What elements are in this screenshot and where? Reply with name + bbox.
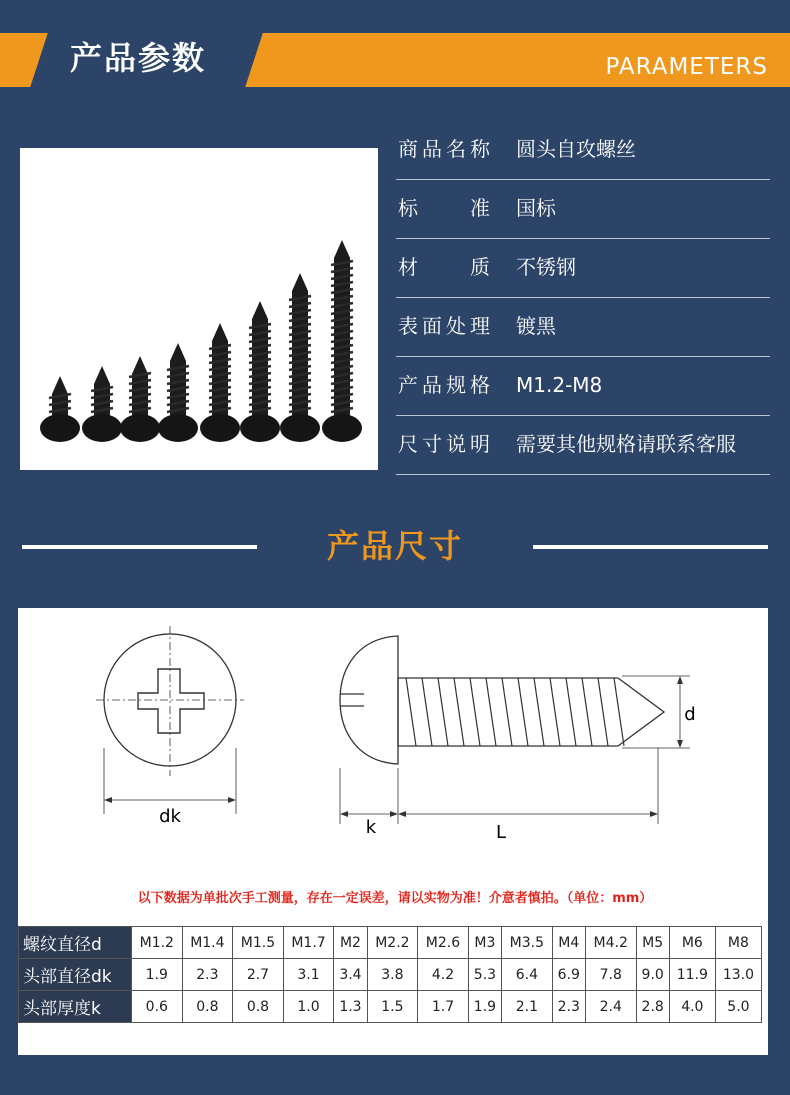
table-cell: M3 <box>468 927 501 959</box>
row-header: 螺纹直径d <box>19 927 132 959</box>
section-title: 产品尺寸 <box>326 527 463 565</box>
spec-value: M1.2-M8 <box>516 373 603 397</box>
table-cell: 6.4 <box>502 959 553 991</box>
thread-line <box>438 678 448 746</box>
table-cell: 4.2 <box>418 959 469 991</box>
table-cell: M2.2 <box>367 927 418 959</box>
table-cell: 1.7 <box>418 991 469 1023</box>
thread-line <box>582 678 592 746</box>
dk-label: dk <box>159 806 181 827</box>
spec-key: 商品名称 <box>398 137 490 161</box>
screw-head <box>280 414 320 442</box>
table-cell: 3.8 <box>367 959 418 991</box>
dimension-table <box>18 926 762 1023</box>
table-cell: 2.7 <box>233 959 284 991</box>
spec-row-name <box>396 120 770 180</box>
thread-line <box>598 678 608 746</box>
table-cell: M1.7 <box>283 927 334 959</box>
row-header: 头部直径dk <box>19 959 132 991</box>
table-cell: M5 <box>636 927 669 959</box>
table-cell: 1.5 <box>367 991 418 1023</box>
table-row <box>19 991 762 1023</box>
table-row <box>19 959 762 991</box>
table-cell: M1.4 <box>182 927 233 959</box>
table-cell: 2.3 <box>182 959 233 991</box>
l-label: L <box>495 822 507 843</box>
spec-key: 尺寸说明 <box>398 432 490 456</box>
table-cell: M2 <box>334 927 367 959</box>
spec-value: 需要其他规格请联系客服 <box>516 432 736 456</box>
thread-line <box>614 678 624 746</box>
table-cell: 1.9 <box>468 991 501 1023</box>
thread-line <box>406 678 416 746</box>
table-cell: 2.3 <box>552 991 585 1023</box>
table-cell: 2.1 <box>502 991 553 1023</box>
table-cell: M2.6 <box>418 927 469 959</box>
screw-shaft <box>252 301 268 416</box>
page-subtitle: PARAMETERS <box>605 54 768 80</box>
thread-line <box>534 678 544 746</box>
table-cell: 9.0 <box>636 959 669 991</box>
table-cell: 0.8 <box>182 991 233 1023</box>
table-cell: M8 <box>715 927 761 959</box>
table-cell: 4.0 <box>669 991 715 1023</box>
table-cell: 13.0 <box>715 959 761 991</box>
thread-line <box>470 678 480 746</box>
spec-key: 材质 <box>398 255 490 279</box>
spec-value: 国标 <box>516 196 556 220</box>
screw-head <box>200 414 240 442</box>
spec-row-finish <box>396 297 770 357</box>
screw-head <box>240 414 280 442</box>
spec-key: 标准 <box>398 196 490 220</box>
table-cell: M1.2 <box>132 927 183 959</box>
table-cell: 6.9 <box>552 959 585 991</box>
thread-line <box>518 678 528 746</box>
spec-row-size <box>396 356 770 416</box>
table-cell: M3.5 <box>502 927 553 959</box>
spec-value: 圆头自攻螺丝 <box>516 137 636 161</box>
screw-head <box>120 414 160 442</box>
table-cell: 1.9 <box>132 959 183 991</box>
table-cell: M1.5 <box>233 927 284 959</box>
table-cell: 11.9 <box>669 959 715 991</box>
table-cell: 2.8 <box>636 991 669 1023</box>
table-cell: 7.8 <box>585 959 636 991</box>
screw-head <box>158 414 198 442</box>
table-cell: 5.3 <box>468 959 501 991</box>
spec-key: 表面处理 <box>398 314 490 338</box>
table-cell: 0.6 <box>132 991 183 1023</box>
table-cell: M6 <box>669 927 715 959</box>
table-cell: M4.2 <box>585 927 636 959</box>
screws-image <box>20 148 378 470</box>
spec-row-standard <box>396 179 770 239</box>
measurement-note: 以下数据为单批次手工测量，存在一定误差，请以实物为准！介意者慎拍。（单位：mm） <box>137 891 653 906</box>
page-title: 产品参数 <box>70 39 207 77</box>
screw-head <box>322 414 362 442</box>
table-cell: 0.8 <box>233 991 284 1023</box>
spec-row-material <box>396 238 770 298</box>
dimension-diagram <box>18 608 768 868</box>
table-cell: 1.0 <box>283 991 334 1023</box>
thread-line <box>454 678 464 746</box>
table-cell: 1.3 <box>334 991 367 1023</box>
table-cell: 3.1 <box>283 959 334 991</box>
thread-line <box>502 678 512 746</box>
screw-head <box>40 414 80 442</box>
table-row <box>19 927 762 959</box>
spec-key: 产品规格 <box>398 373 490 397</box>
thread-line <box>550 678 560 746</box>
screw-head <box>82 414 122 442</box>
screw-shaft <box>132 356 148 416</box>
row-header: 头部厚度k <box>19 991 132 1023</box>
spec-value: 不锈钢 <box>516 255 576 279</box>
table-cell: 3.4 <box>334 959 367 991</box>
table-cell: 5.0 <box>715 991 761 1023</box>
thread-line <box>566 678 576 746</box>
thread-line <box>422 678 432 746</box>
d-label: d <box>684 704 696 725</box>
spec-row-note <box>396 415 770 475</box>
k-label: k <box>365 817 377 838</box>
table-cell: 2.4 <box>585 991 636 1023</box>
spec-value: 镀黑 <box>516 314 556 338</box>
thread-line <box>486 678 496 746</box>
product-photo <box>20 148 378 470</box>
table-cell: M4 <box>552 927 585 959</box>
